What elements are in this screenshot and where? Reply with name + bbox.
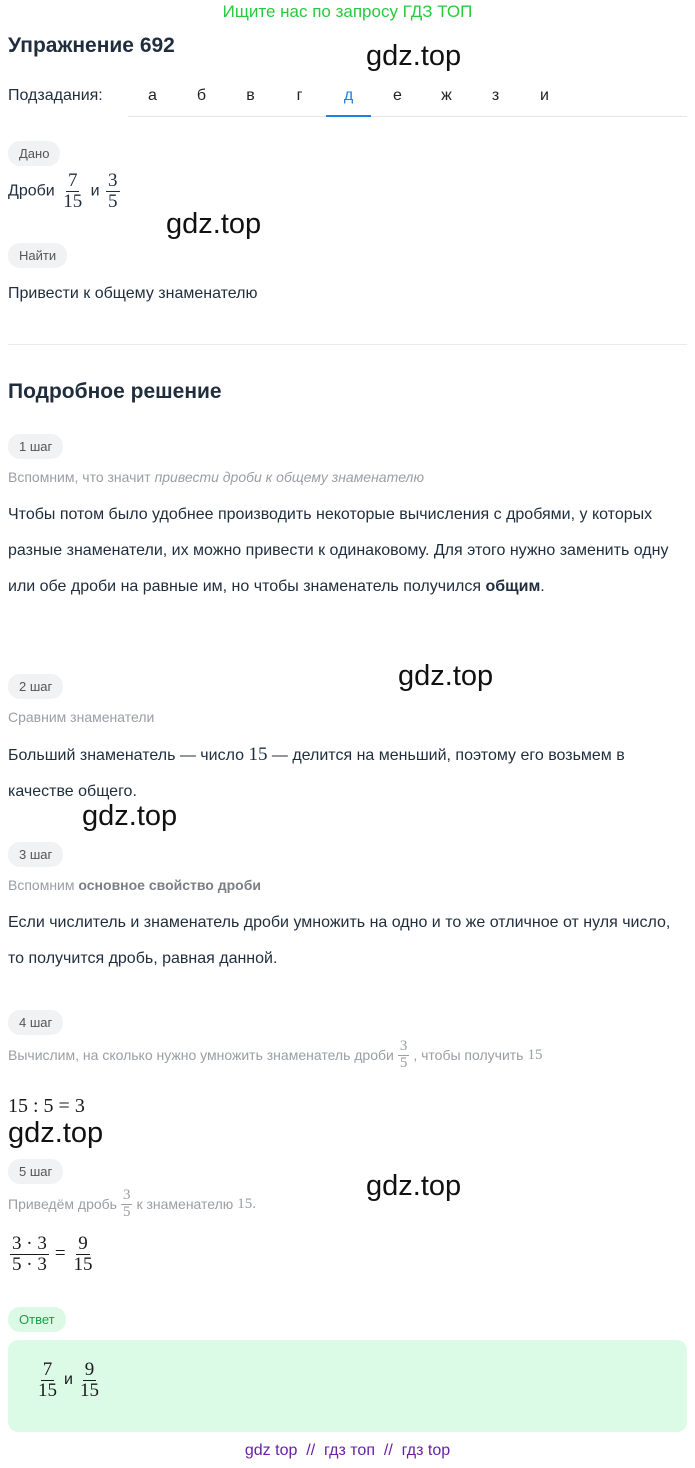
tab-zh[interactable]: ж bbox=[441, 87, 452, 104]
step-1-bold: общим bbox=[485, 578, 541, 595]
footer-links[interactable]: gdz top // гдз топ // гдз top bbox=[244, 1442, 451, 1459]
tab-v[interactable]: в bbox=[246, 87, 255, 104]
fraction-numerator: 7 bbox=[67, 170, 78, 191]
fraction-numerator: 9 bbox=[84, 1359, 95, 1380]
step-3-badge: 3 шаг bbox=[8, 842, 63, 867]
fraction-numerator: 3 bbox=[122, 1187, 131, 1203]
given-fraction-1 bbox=[61, 171, 84, 212]
watermark: gdz.top bbox=[166, 208, 262, 240]
tab-d[interactable]: д bbox=[324, 80, 373, 116]
subtasks-label: Подзадания: bbox=[8, 87, 103, 104]
watermark: gdz.top bbox=[82, 800, 178, 832]
tab-e[interactable]: е bbox=[393, 87, 402, 104]
fraction-denominator: 15 bbox=[79, 1379, 99, 1401]
step-5-fraction bbox=[121, 1188, 133, 1221]
tab-z[interactable]: з bbox=[491, 87, 500, 104]
step-4-target: 15 bbox=[527, 1046, 543, 1063]
fraction-denominator: 15 bbox=[63, 190, 83, 212]
step-4-hint-b: , чтобы получить bbox=[413, 1047, 524, 1064]
step-4-fraction bbox=[398, 1039, 410, 1072]
step-1-badge: 1 шаг bbox=[8, 434, 63, 459]
fraction-denominator: 5 bbox=[399, 1054, 408, 1071]
fraction-denominator: 5 · 3 bbox=[12, 1253, 47, 1275]
given-prefix: Дроби bbox=[8, 182, 55, 200]
answer-badge: Ответ bbox=[8, 1307, 66, 1332]
step-5-target: 15. bbox=[237, 1195, 257, 1212]
given-fraction-2 bbox=[106, 171, 120, 212]
fraction-denominator: 5 bbox=[108, 190, 118, 212]
step-1-text bbox=[8, 497, 683, 605]
watermark: gdz.top bbox=[366, 1170, 462, 1202]
step-2-text-a: Больший знаменатель — число bbox=[8, 747, 249, 764]
given-conjunction: и bbox=[90, 182, 100, 200]
fraction-denominator: 15 bbox=[73, 1253, 93, 1275]
step-1-hint-italic: привести дроби к общему знаменателю bbox=[154, 469, 424, 485]
given-fractions bbox=[8, 171, 122, 212]
step-5-badge: 5 шаг bbox=[8, 1159, 63, 1184]
subtask-tabs bbox=[128, 80, 687, 117]
fraction-denominator: 5 bbox=[122, 1203, 131, 1220]
fraction-numerator: 3 bbox=[399, 1038, 408, 1054]
page-title: Упражнение 692 bbox=[8, 34, 175, 57]
fraction-denominator: 15 bbox=[38, 1379, 57, 1401]
divider bbox=[8, 344, 687, 345]
tab-b[interactable]: б bbox=[196, 87, 207, 104]
watermark: gdz.top bbox=[366, 40, 462, 72]
step-4-hint-a: Вычислим, на сколько нужно умножить знаменатель дроби bbox=[8, 1047, 394, 1064]
given-badge: Дано bbox=[8, 141, 60, 166]
step-3-hint bbox=[8, 877, 261, 893]
fraction-numerator: 3 · 3 bbox=[12, 1233, 47, 1254]
step-5-hint bbox=[8, 1188, 256, 1221]
solution-title: Подробное решение bbox=[8, 380, 222, 403]
step-5-formula bbox=[8, 1234, 97, 1275]
step-3-text: Если числитель и знаменатель дроби умножить на одно и то же отличное от нуля число, то получится дробь, равная данной. bbox=[8, 914, 671, 967]
answer-fraction-2 bbox=[78, 1360, 101, 1401]
fraction-numerator: 7 bbox=[42, 1359, 53, 1380]
step-1-hint-prefix: Вспомним, что значит bbox=[8, 469, 155, 485]
search-banner: Ищите нас по запросу ГДЗ ТОП bbox=[222, 2, 473, 21]
step-5-hint-b: к знаменателю bbox=[136, 1196, 234, 1213]
equals-sign: = bbox=[54, 1243, 66, 1265]
fraction-numerator: 9 bbox=[78, 1233, 88, 1254]
step-1-end: . bbox=[540, 578, 545, 595]
step-5-rhs-fraction bbox=[72, 1234, 95, 1275]
watermark: gdz.top bbox=[398, 660, 494, 692]
watermark: gdz.top bbox=[8, 1117, 104, 1149]
step-4-badge: 4 шаг bbox=[8, 1010, 63, 1035]
step-4-formula: 15 : 5 = 3 bbox=[8, 1095, 85, 1117]
step-1-hint bbox=[8, 469, 424, 485]
tab-a[interactable]: а bbox=[148, 87, 157, 104]
answer-conjunction: и bbox=[64, 1371, 73, 1389]
find-text: Привести к общему знаменателю bbox=[8, 285, 258, 302]
step-2-number: 15 bbox=[248, 744, 268, 765]
step-5-lhs-fraction bbox=[10, 1234, 49, 1275]
step-1-body: Чтобы потом было удобнее производить некоторые вычисления с дробями, у которых разные знаменатели, их можно привести к одинаковому. Для этого нужно заменить одну или обе дроби на равные им, но чтобы знаменатель получился bbox=[8, 506, 669, 595]
step-5-hint-a: Приведём дробь bbox=[8, 1196, 117, 1213]
find-badge: Найти bbox=[8, 243, 67, 268]
fraction-numerator: 3 bbox=[108, 170, 118, 191]
step-2-hint: Сравним знаменатели bbox=[8, 709, 155, 725]
answer-box bbox=[8, 1340, 687, 1432]
step-4-hint bbox=[8, 1039, 542, 1072]
step-3-hint-bold: основное свойство дроби bbox=[78, 877, 261, 893]
answer-fraction-1 bbox=[36, 1360, 59, 1401]
step-2-badge: 2 шаг bbox=[8, 674, 63, 699]
tab-i[interactable]: и bbox=[540, 87, 549, 104]
tab-g[interactable]: г bbox=[296, 87, 303, 104]
step-3-hint-prefix: Вспомним bbox=[8, 877, 79, 893]
step-2-text-b: — делится на меньший, поэтому его возьмем в качестве общего. bbox=[8, 747, 625, 800]
answer-fractions bbox=[34, 1360, 103, 1401]
